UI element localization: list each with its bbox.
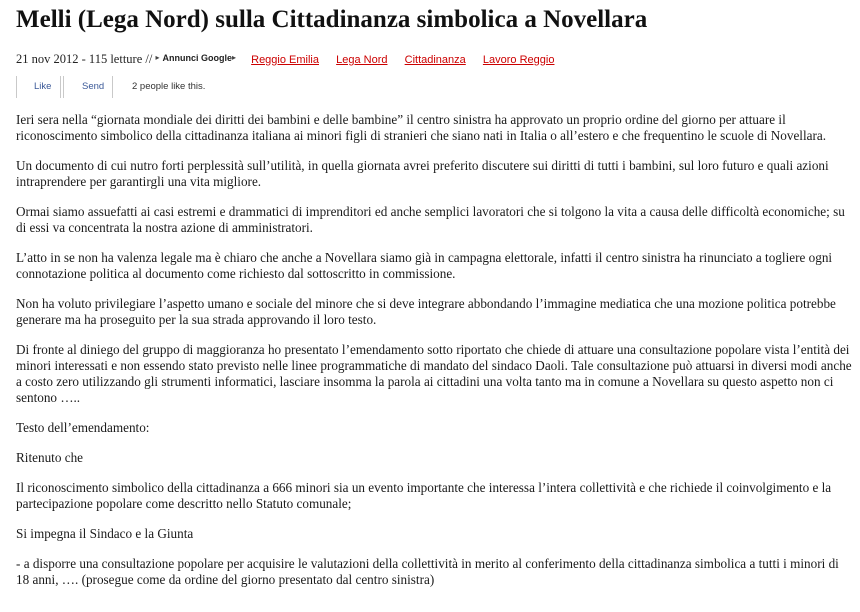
paragraph: Non ha voluto privilegiare l’aspetto umano e sociale del minore che si deve integrare abbondando l’immagine mediatica che una mozione politica potrebbe generare ma ha proseguito per la sua strada approvando il loro testo.	[16, 296, 836, 327]
date-reads: 21 nov 2012 - 115 letture	[16, 52, 143, 66]
divider	[63, 76, 64, 98]
meta-separator: //	[145, 52, 153, 66]
article	[16, 0, 852, 602]
social-bar	[16, 76, 852, 100]
send-button[interactable]: Send	[82, 81, 105, 92]
tag-link-reggio-emilia[interactable]: Reggio Emilia	[251, 54, 319, 66]
paragraph: Ormai siamo assuefatti ai casi estremi e drammatici di imprenditori ed anche semplici lavoratori che si tolgono la vita a causa delle difficoltà economiche; su di essi va concentrata la nostra azione di amministratori.	[16, 204, 845, 235]
paragraph: - a disporre una consultazione popolare per acquisire le valutazioni della collettività in merito al conferimento della cittadinanza simbolica a tutti i minori di 18 anni, …. (prosegue come da ordine del giorno presentato dal centro sinistra)	[16, 556, 839, 587]
article-body	[16, 112, 852, 588]
paragraph: Un documento di cui nutro forti perplessità sull’utilità, in quella giornata avrei preferito discutere sui diritti di tutti i bambini, sul loro futuro e quali azioni intraprendere per garantirgli una vita migliore.	[16, 158, 829, 189]
divider	[112, 76, 113, 98]
article-title: Melli (Lega Nord) sulla Cittadinanza simbolica a Novellara	[16, 6, 648, 33]
paragraph: Ieri sera nella “giornata mondiale dei diritti dei bambini e delle bambine” il centro sinistra ha approvato un proprio ordine del giorno per attuare il riconoscimento simbolico della cittadinanza italiana ai minori figli di stranieri che siano nati in Italia o all’estero e che frequentino le scuole di Novellara.	[16, 112, 827, 143]
likes-count: 2 people like this.	[132, 81, 206, 92]
divider	[60, 76, 61, 98]
article-meta	[16, 50, 852, 66]
bullet-icon: ▸	[231, 53, 236, 62]
like-button[interactable]: Like	[34, 81, 52, 92]
google-ads-label[interactable]: Annunci Google	[162, 53, 232, 63]
tag-link-lega-nord[interactable]: Lega Nord	[336, 54, 388, 66]
tag-link-lavoro-reggio[interactable]: Lavoro Reggio	[482, 54, 555, 66]
bullet-icon: ▸	[155, 53, 160, 62]
tag-link-cittadinanza[interactable]: Cittadinanza	[404, 54, 466, 66]
paragraph: Il riconoscimento simbolico della cittadinanza a 666 minori sia un evento importante che interessa l’intera collettività e che richiede il coinvolgimento e la partecipazione popolare come descritto nello Statuto comunale;	[16, 480, 832, 511]
paragraph: Ritenuto che	[16, 450, 84, 465]
paragraph: Si impegna il Sindaco e la Giunta	[16, 526, 194, 541]
paragraph: Di fronte al diniego del gruppo di maggioranza ho presentato l’emendamento sotto riportato che chiede di attuare una consultazione popolare vista l’entità dei minori interessati e non essendo stato previsto nelle linee programmatiche di mandato del sindaco Daoli. Tale consultazione può attuarsi in diversi modi anche a costo zero utilizzando gli strumenti informatici, lasciare insomma la parola ai cittadini una volta tanto ma in comune a Novellara su questo aspetto non ci sentono …..	[16, 342, 852, 405]
paragraph: Testo dell’emendamento:	[16, 420, 150, 435]
paragraph: L’atto in se non ha valenza legale ma è chiaro che anche a Novellara siamo già in campagna elettorale, infatti il centro sinistra ha rinunciato a togliere ogni connotazione politica al documento come richiesto dal sottoscritto in commissione.	[16, 250, 833, 281]
divider	[16, 76, 17, 98]
